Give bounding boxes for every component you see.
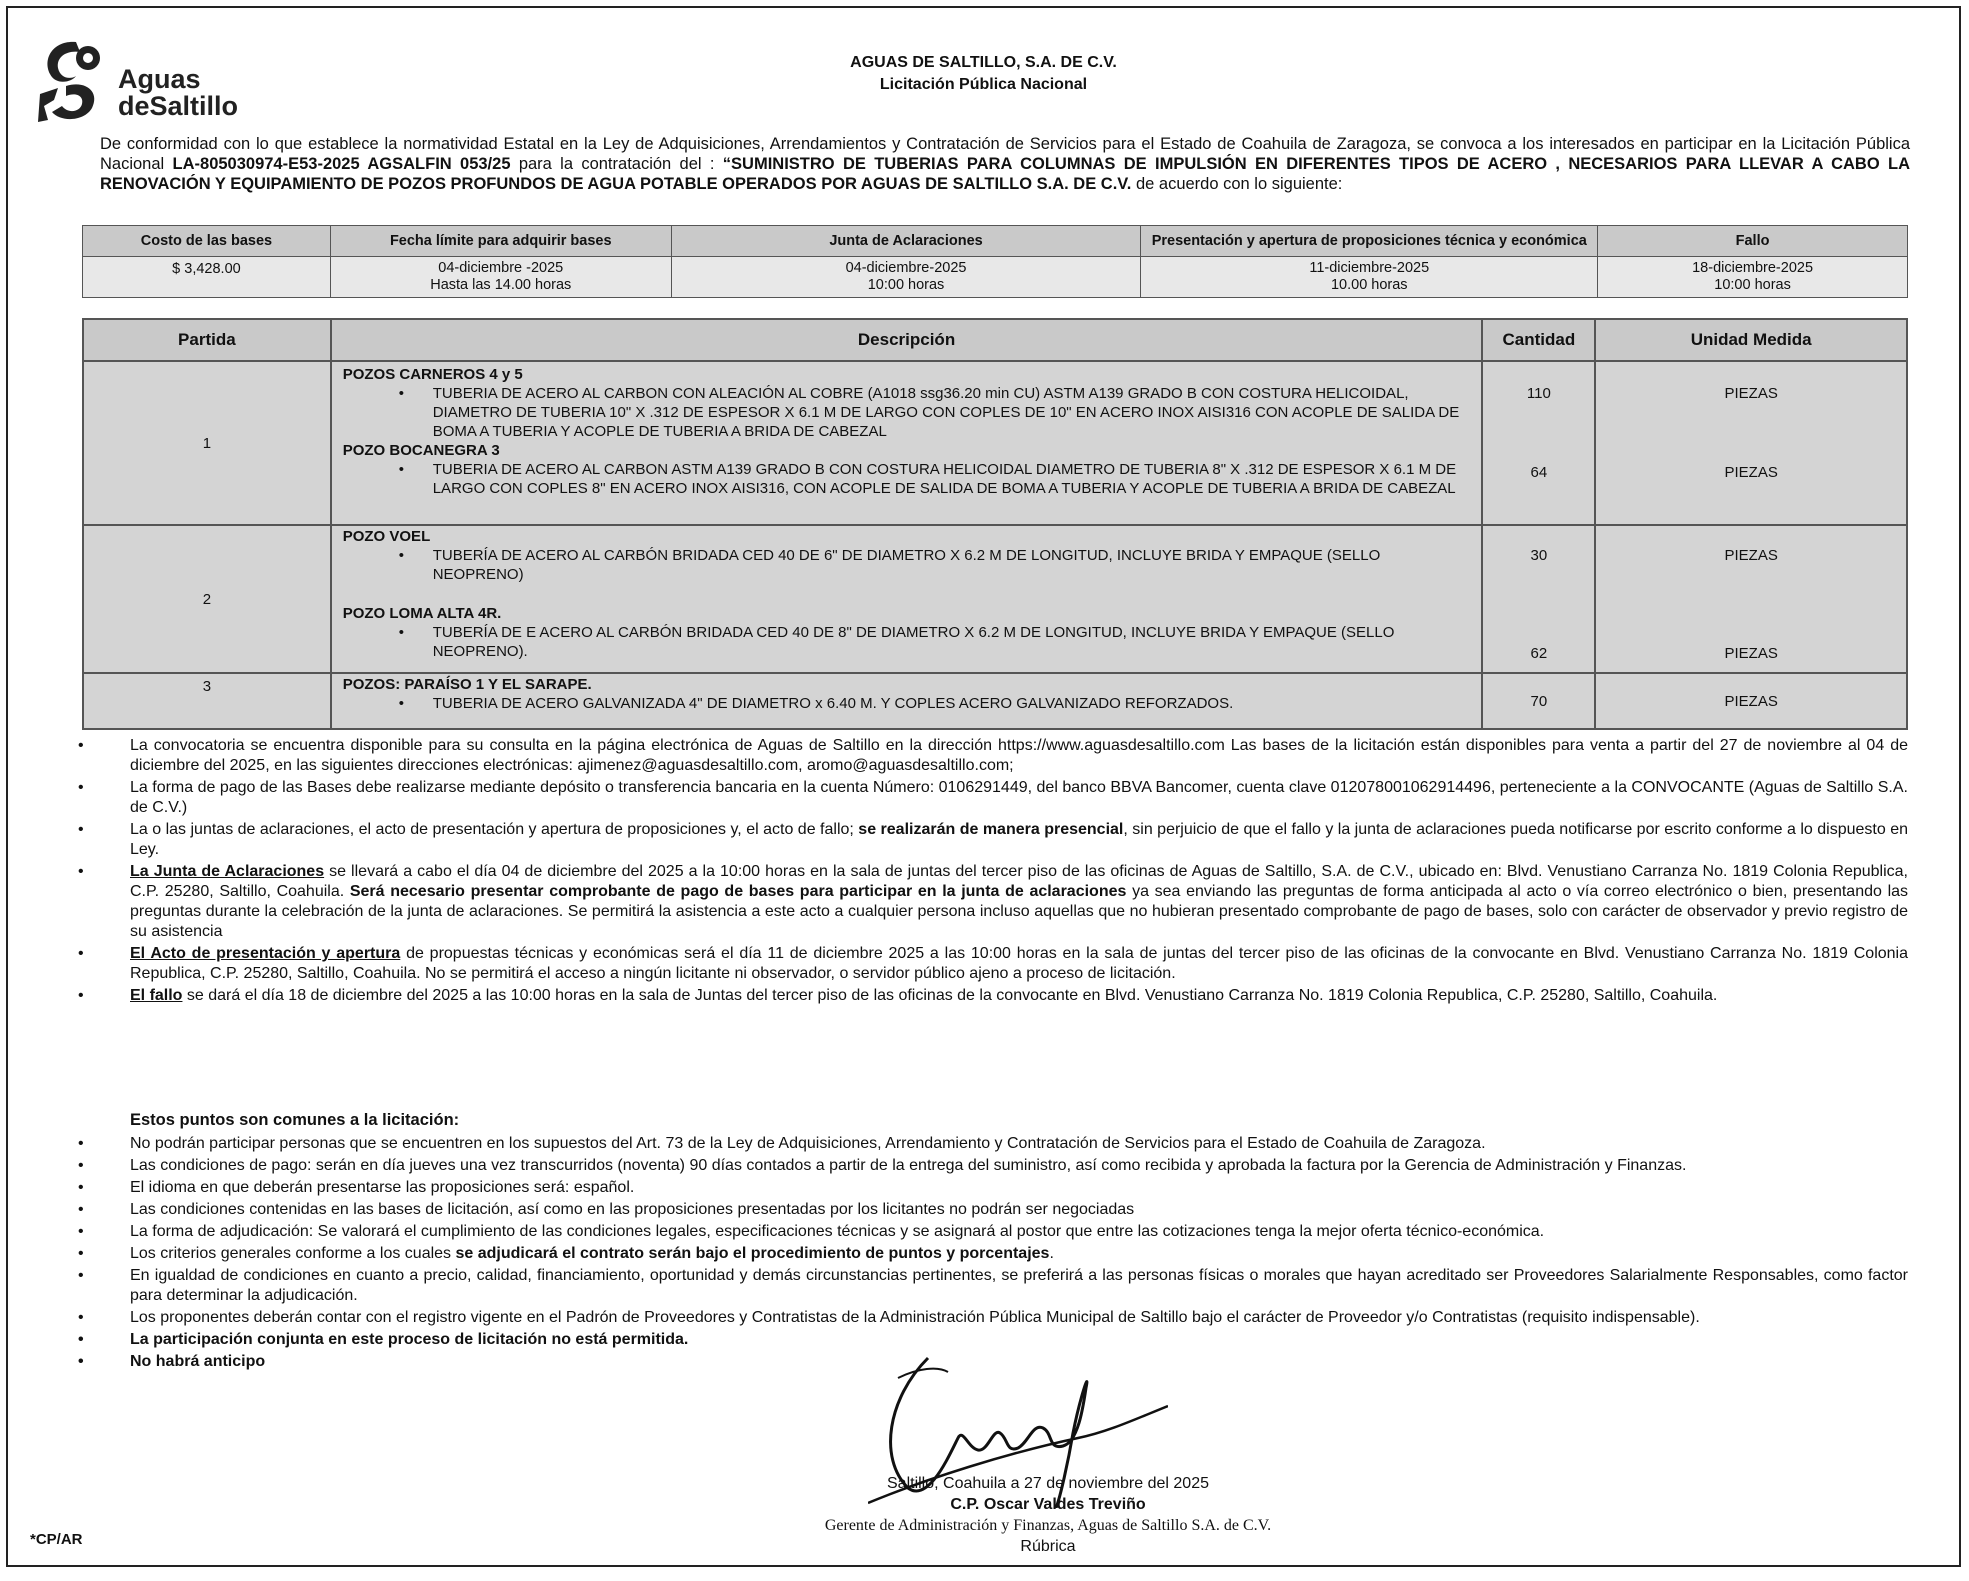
bullet-heading: El fallo [130,987,183,1004]
bullet-text: . [1049,1245,1054,1262]
junta-time: 10:00 horas [867,277,945,293]
presentation-cell [1141,257,1598,298]
item-description: TUBERIA DE ACERO GALVANIZADA 4" DE DIAMETRO x 6.40 M. Y COPLES ACERO GALVANIZADO REFORZADOS. [432,695,1234,712]
intro-paragraph [100,134,1910,194]
unit-cell [1595,525,1907,673]
table-row [83,525,1907,673]
bullet-text: de propuestas técnicas y económicas será el día 11 de diciembre 2025 a las 10:00 horas en la sala de juntas del tercer piso de las oficinas de la convocante en Blvd. Venustiano Carranza No. 1819 Colonia Republica, C.P. 25280, Saltillo, Coahuila. No se permitirá el acceso a ningún licitante ni observador, o servidor público ajeno a proceso de licitación. [130,945,1909,982]
quantity-value: 70 [1482,673,1595,729]
items-header-row [83,319,1907,361]
bullet-bold-text: se adjudicará el contrato serán bajo el procedimiento de puntos y porcentajes [455,1245,1050,1262]
document-header [8,52,1959,96]
unit-cell [1595,361,1907,525]
bullet-text: La forma de adjudicación: Se valorará el cumplimiento de las condiciones legales, especificaciones técnicas y se asignará al postor que entre las cotizaciones tenga la mejor oferta técnico-económica. [130,1223,1545,1240]
presentation-time: 10.00 horas [1330,277,1408,293]
bullet-icon: • [398,547,404,564]
schedule-row [83,257,1908,298]
signature-rubric: Rúbrica [1020,1538,1076,1555]
col-header-cantidad: Cantidad [1482,319,1595,361]
quantity-value: 62 [1530,645,1548,662]
bullet-icon: • [78,821,84,838]
item-description: TUBERIA DE ACERO AL CARBON ASTM A139 GRADO B CON COSTURA HELICOIDAL DIAMETRO DE TUBERIA 8" X .312 DE ESPESOR X 6.1 M DE LARGO CON COPLES 8" EN ACERO INOX AISI316, CON ACOPLE DE SALIDA DE BOMA A TUBERIA Y ACOPLE DE TUBERIA A BRIDA DE CABEZAL [432,461,1457,497]
logo-line-2: deSaltillo [118,91,239,121]
bullet-text: se llevará a cabo el día 04 de diciembre del 2025 a la 10:00 horas en la sala de juntas del tercer piso de las oficinas de Aguas de Saltillo, S.A. de C.V., ubicado en: Blvd. Venustiano Carranza No. 1819 Colonia Republica, C.P. 25280, Saltillo, Coahuila. [130,863,1908,900]
description-cell [331,673,1483,729]
table-row [83,673,1907,729]
quantity-value: 110 [1526,385,1551,402]
bullet-text: Las condiciones contenidas en las bases de licitación, así como en las proposiciones presentadas por los licitantes no podrán ser negociadas [130,1201,1135,1218]
col-header-junta: Junta de Aclaraciones [671,226,1141,257]
bullet-icon: • [78,863,84,880]
quantity-cell [1482,525,1595,673]
cost-value: $ 3,428.00 [83,257,331,298]
bullet-text: Las condiciones de pago: serán en día jueves una vez transcurridos (noventa) 90 días contados a partir de la entrega del suministro, así como recibida y aprobada la factura por la Gerencia de Administración y Finanzas. [130,1157,1687,1174]
bullet-icon: • [78,1179,84,1196]
list-item [78,944,1908,984]
bullet-text: No habrá anticipo [130,1353,266,1370]
list-item [78,820,1908,860]
tender-object: “SUMINISTRO DE TUBERIAS PARA COLUMNAS DE IMPULSIÓN EN DIFERENTES TIPOS DE ACERO , NECESARIOS PARA LLEVAR A CABO LA RENOVACIÓN Y EQUIPAMIENTO DE POZOS PROFUNDOS DE AGUA POTABLE OPERADOS POR AGUAS DE SALTILLO S.A. DE C.V. [100,155,1910,193]
unit-value: PIEZAS [1595,673,1907,729]
intro-text-2: para la contratación del : [510,155,723,173]
bullet-heading: La Junta de Aclaraciones [130,863,325,880]
document-page [6,6,1961,1567]
bullet-icon: • [78,1135,84,1152]
col-header-descripcion: Descripción [331,319,1483,361]
list-item [78,986,1908,1006]
col-header-partida: Partida [83,319,331,361]
signer-name: C.P. Oscar Valdes Treviño [950,1496,1146,1513]
list-item [333,623,1481,661]
description-cell [331,525,1483,673]
bullet-icon: • [78,1157,84,1174]
quantity-cell [1482,361,1595,525]
unit-value: PIEZAS [1724,464,1778,481]
fallo-cell [1598,257,1908,298]
bullet-text: La convocatoria se encuentra disponible para su consulta en la página electrónica de Aguas de Saltillo en la dirección https://www.aguasdesaltillo.com Las bases de la licitación están disponibles para venta a partir del 27 de noviembre al 04 de diciembre del 2025, en las siguientes direcciones electrónicas: ajimenez@aguasdesaltillo.com, aromo@aguasdesaltillo.com; [130,737,1908,774]
list-item [78,736,1908,776]
bullet-icon: • [78,1201,84,1218]
logo-line-1: Aguas [118,64,201,94]
schedule-header-row [83,226,1908,257]
schedule-table [82,225,1908,298]
bullet-text: se dará el día 18 de diciembre del 2025 a las 10:00 horas en la sala de Juntas del tercer piso de las oficinas de la convocante en Blvd. Venustiano Carranza No. 1819 Colonia Republica, C.P. 25280, Saltillo, Coahuila. [182,987,1718,1004]
bullet-text: La o las juntas de aclaraciones, el acto de presentación y apertura de proposiciones y, el acto de fallo; [130,821,859,838]
list-item [78,862,1908,942]
fallo-date: 18-diciembre-2025 [1692,260,1814,276]
col-header-fallo: Fallo [1598,226,1908,257]
signer-position: Gerente de Administración y Finanzas, Aguas de Saltillo S.A. de C.V. [824,1517,1272,1534]
junta-cell [671,257,1141,298]
unit-value: PIEZAS [1724,385,1778,402]
deadline-cell [330,257,671,298]
bullet-icon: • [78,1309,84,1326]
list-item [333,460,1481,498]
list-item [78,1178,1908,1198]
bullet-text: , sin perjuicio de que el fallo y la junta de aclaraciones pueda notificarse por escrito conforme a lo dispuesto en Ley. [130,821,1908,858]
list-item [78,1200,1908,1220]
bullet-icon: • [398,695,404,712]
group-title: POZO VOEL [342,528,431,545]
description-cell [331,361,1483,525]
bullet-text: Los criterios generales conforme a los cuales [130,1245,456,1262]
bullet-icon: • [78,1223,84,1240]
deadline-time: Hasta las 14.00 horas [430,277,572,293]
bullet-text: No podrán participar personas que se encuentren en los supuestos del Art. 73 de la Ley de Adquisiciones, Arrendamiento y Contratación de Servicios para el Estado de Coahuila de Zaragoza. [130,1135,1486,1152]
bullet-text: El idioma en que deberán presentarse las proposiciones será: español. [130,1179,635,1196]
quantity-value: 64 [1530,464,1548,481]
col-header-unidad: Unidad Medida [1595,319,1907,361]
list-item [78,1134,1908,1154]
group-title: POZO LOMA ALTA 4R. [342,605,502,622]
signature-place-date: Saltillo, Coahuila a 27 de noviembre del 2025 [887,1475,1209,1492]
bullet-icon: • [398,461,404,478]
bullet-icon: • [78,779,84,796]
bullet-icon: • [78,945,84,962]
item-description: TUBERIA DE ACERO AL CARBON CON ALEACIÓN AL COBRE (A1018 ssg36.20 min CU) ASTM A139 GRADO B CON COSTURA HELICOIDAL, DIAMETRO DE TUBERIA 10" X .312 DE ESPESOR X 6.1 M DE LARGO CON COPLES DE 10" EN ACERO INOX AISI316 CON ACOPLE DE SALIDA DE BOMA A TUBERIA Y ACOPLE DE TUBERIA A BRIDA DE CABEZAL [432,385,1460,440]
col-header-presentation: Presentación y apertura de proposiciones técnica y económica [1141,226,1598,257]
bullet-icon: • [398,624,404,641]
deadline-date: 04-diciembre -2025 [438,260,564,276]
list-item [78,1308,1908,1328]
fallo-time: 10:00 horas [1714,277,1791,293]
signature-block [708,1473,1388,1557]
bullet-icon: • [398,385,404,402]
intro-text-1: De conformidad con lo que establece la normatividad Estatal en la Ley de Adquisiciones, Arrendamientos y Contratación de Servicios para el Estado de Coahuila de Zaragoza, se convoca a los interesados en participar en la Licitación Pública Nacional [100,135,1910,173]
bullet-icon: • [78,1245,84,1262]
bullet-icon: • [78,1331,84,1348]
unit-value: PIEZAS [1724,645,1778,662]
list-item [78,1156,1908,1176]
bullet-icon: • [78,1353,84,1370]
quantity-value: 30 [1530,547,1548,564]
group-title: POZOS CARNEROS 4 y 5 [342,366,523,383]
bullet-text: Los proponentes deberán contar con el registro vigente en el Padrón de Proveedores y Contratistas de la Administración Pública Municipal de Saltillo bajo el carácter de Proveedor y/o Contratistas (requisito indispensable). [130,1309,1700,1326]
unit-value: PIEZAS [1724,547,1778,564]
group-title: POZO BOCANEGRA 3 [342,442,500,459]
item-description: TUBERÍA DE ACERO AL CARBÓN BRIDADA CED 40 DE 6" DE DIAMETRO X 6.2 M DE LONGITUD, INCLUYE BRIDA Y EMPAQUE (SELLO NEOPRENO) [432,547,1381,583]
bullet-text: La participación conjunta en este proceso de licitación no está permitida. [130,1331,689,1348]
list-item [333,384,1481,441]
list-item [78,778,1908,818]
partida-number: 2 [83,525,331,673]
bullet-text: La forma de pago de las Bases debe realizarse mediante depósito o transferencia bancaria en la cuenta Número: 0106291449, del banco BBVA Bancomer, cuenta clave 012078001062914496, perteneciente a la CONVOCANTE (Aguas de Saltillo S.A. de C.V.) [130,779,1908,816]
footer-initials: *CP/AR [30,1531,83,1548]
intro-text-3: de acuerdo con lo siguiente: [1131,175,1343,193]
col-header-deadline: Fecha límite para adquirir bases [330,226,671,257]
bullet-text: En igualdad de condiciones en cuanto a precio, calidad, financiamiento, oportunidad y demás circunstancias pertinentes, se preferirá a las personas físicas o morales que hayan acreditado ser Proveedores Salarialmente Responsables, como factor para determinar la adjudicación. [130,1267,1908,1304]
list-item [78,1222,1908,1242]
junta-date: 04-diciembre-2025 [845,260,967,276]
list-item [78,1244,1908,1264]
list-item [78,1266,1908,1306]
bullet-bold-text: se realizarán de manera presencial [858,821,1124,838]
presentation-date: 11-diciembre-2025 [1309,260,1430,276]
bullet-icon: • [78,1267,84,1284]
bullet-text: ya sea enviando las preguntas de forma anticipada al acto o vía correo electrónico o bien, presentando las preguntas durante la celebración de la junta de aclaraciones. Se permitirá la asistencia a este acto a cualquier persona incluso aquellas que no hubieran presentado comprobante de pago de bases, solo con carácter de observador y previo registro de su asistencia [130,883,1909,940]
tender-code: LA-805030974-E53-2025 AGSALFIN 053/25 [172,155,511,173]
partida-number: 3 [83,673,331,729]
bullet-icon: • [78,737,84,754]
list-item [333,694,1481,713]
col-header-cost: Costo de las bases [83,226,331,257]
bullet-bold-text: Será necesario presentar comprobante de pago de bases para participar en la junta de aclaraciones [349,883,1127,900]
company-name: AGUAS DE SALTILLO, S.A. DE C.V. [850,54,1117,71]
conditions-list [78,736,1908,1008]
list-item [333,546,1481,584]
bullet-heading: El Acto de presentación y apertura [130,945,401,962]
partida-number: 1 [83,361,331,525]
item-description: TUBERÍA DE E ACERO AL CARBÓN BRIDADA CED 40 DE 8" DE DIAMETRO X 6.2 M DE LONGITUD, INCLUYE BRIDA Y EMPAQUE (SELLO NEOPRENO). [432,624,1395,660]
common-points-title: Estos puntos son comunes a la licitación: [130,1111,460,1129]
table-row [83,361,1907,525]
bullet-icon: • [78,987,84,1004]
group-title: POZOS: PARAÍSO 1 Y EL SARAPE. [342,676,592,693]
items-table [82,318,1908,730]
tender-type: Licitación Pública Nacional [879,76,1088,93]
